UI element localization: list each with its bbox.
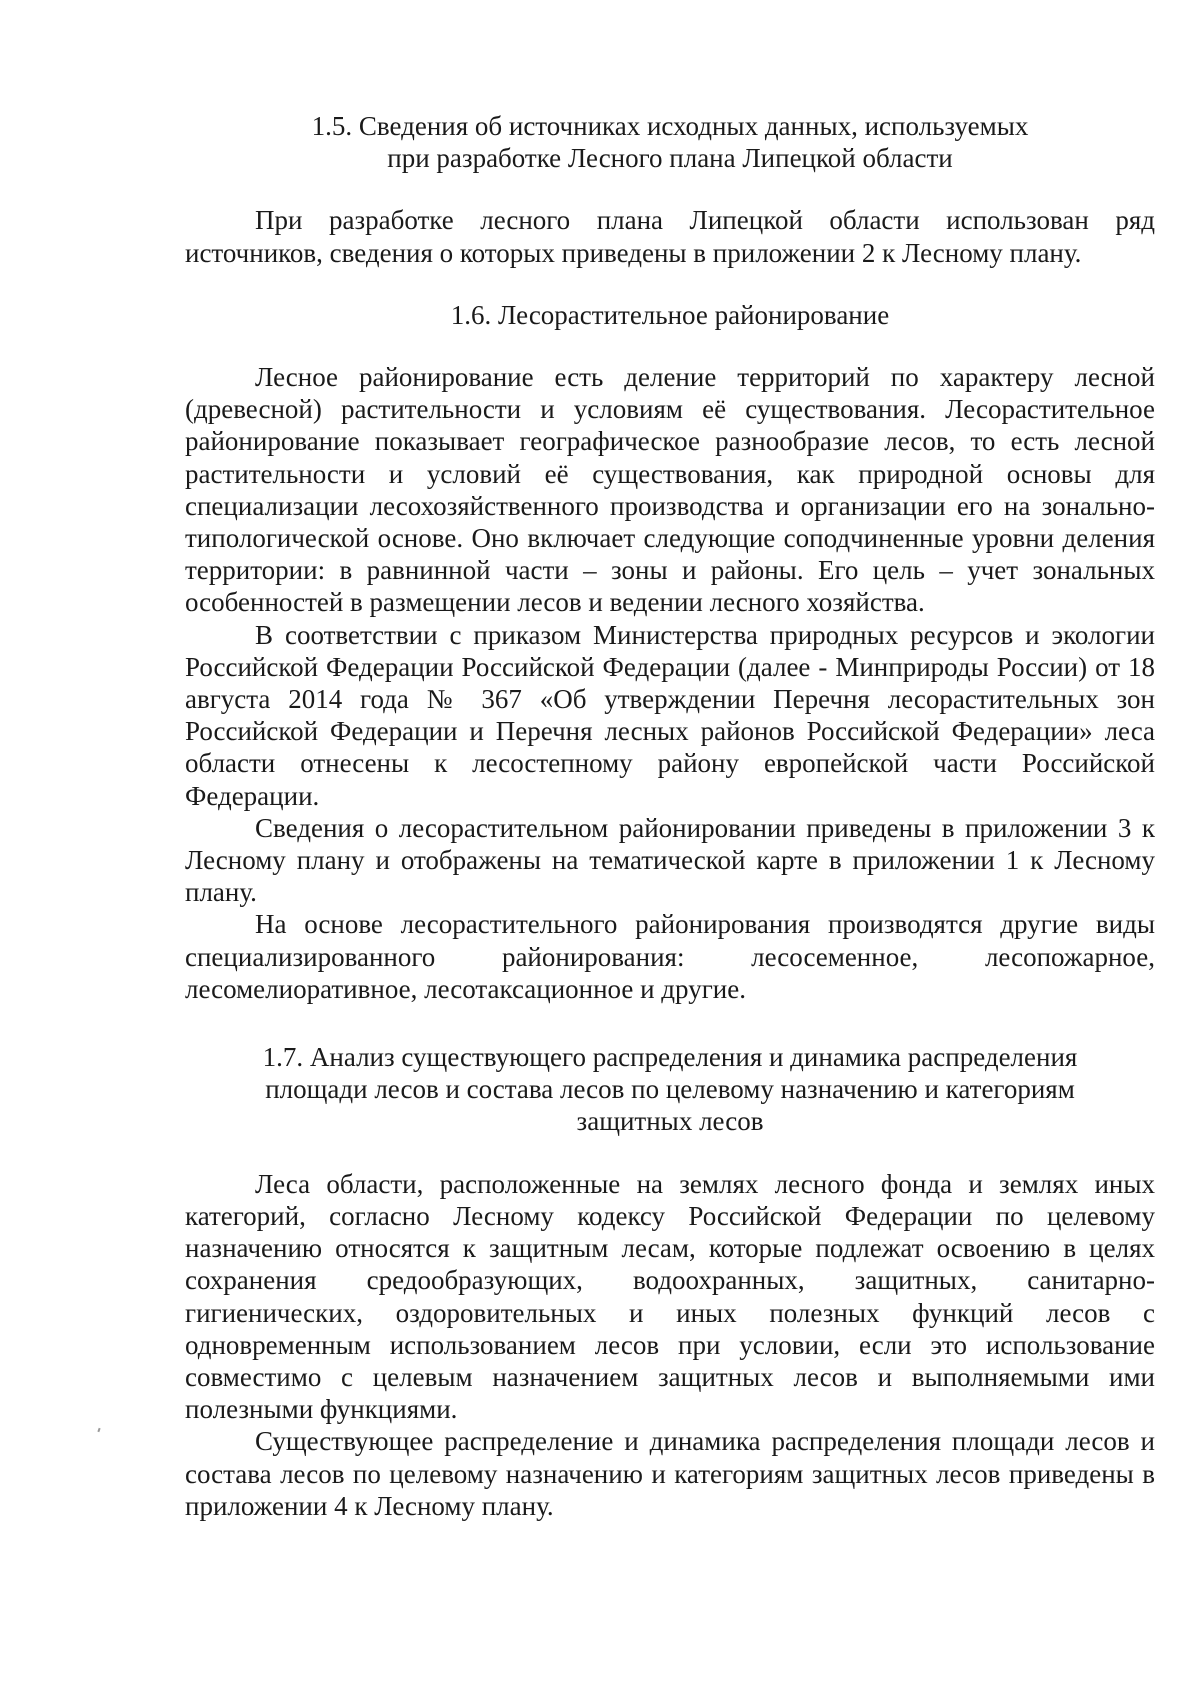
section-1-5-heading-line-2: при разработке Лесного плана Липецкой области bbox=[387, 143, 953, 174]
section-1-7-heading-line-3: защитных лесов bbox=[576, 1106, 764, 1137]
section-1-7-heading bbox=[185, 1041, 1155, 1138]
section-1-5-heading-line-1: 1.5. Сведения об источниках исходных данных, используемых bbox=[311, 111, 1029, 141]
section-1-6-paragraph-3: Сведения о лесорастительном районировании приведены в приложении 3 к Лесному плану и отображены на тематической карте в приложении 1 к Лесному плану. bbox=[185, 812, 1155, 908]
section-1-6-heading-line-1: 1.6. Лесорастительное районирование bbox=[450, 299, 890, 330]
section-1-6-heading bbox=[185, 299, 1155, 331]
section-1-7-paragraph-2: Существующее распределение и динамика распределения площади лесов и состава лесов по целевому назначению и категориям защитных лесов приведены в приложении 4 к Лесному плану. bbox=[185, 1426, 1155, 1521]
section-1-7-paragraph-1: Леса области, расположенные на землях лесного фонда и землях иных категорий, согласно Лесному кодексу Российской Федерации по целевому назначению относятся к защитным лесам, которые подлежат освоению в целях сохранения средообразующих, водоохранных, защитных, санитарно-гигиенических, оздоровительных и иных полезных функций лесов с одновременным использованием лесов при условии, если это использование совместимо с целевым назначением защитных лесов и выполняемыми ими полезными функциями. bbox=[185, 1168, 1155, 1425]
section-1-6-paragraph-1: Лесное районирование есть деление территорий по характеру лесной (древесной) растительности и условиям её существования. Лесорастительное районирование показывает географическое разнообразие лесов, то есть лесной растительности и условий её существования, как природной основы для специализации лесохозяйственного производства и организации его на зонально-типологической основе. Оно включает следующие соподчиненные уровни деления территории: в равнинной части – зоны и районы. Его цель – учет зональных особенностей в размещении лесов и ведении лесного хозяйства. bbox=[185, 362, 1155, 618]
section-1-7-heading-line-1: 1.7. Анализ существующего распределения и динамика распределения bbox=[262, 1042, 1078, 1073]
section-1-5-paragraph-1: При разработке лесного плана Липецкой области использован ряд источников, сведения о которых приведены в приложении 2 к Лесному плану. bbox=[185, 205, 1155, 268]
section-1-7-heading-line-2: площади лесов и состава лесов по целевому назначению и категориям bbox=[265, 1074, 1075, 1105]
section-1-6-paragraph-2: В соответствии с приказом Министерства природных ресурсов и экологии Российской Федерации Российской Федерации (далее - Минприроды России) от 18 августа 2014 года № 367 «Об утверждении Перечня лесорастительных зон Российской Федерации и Перечня лесных районов Российской Федерации» леса области отнесены к лесостепному районy европейской части Российской Федерации. bbox=[185, 619, 1155, 811]
section-1-5-heading bbox=[185, 110, 1155, 174]
scan-speck-mark bbox=[97, 1428, 100, 1432]
document-body bbox=[185, 110, 1155, 1522]
section-1-6-paragraph-4: На основе лесорастительного районирования производятся другие виды специализированного районирования: лесосеменное, лесопожарное, лесомелиоративное, лесотаксационное и другие. bbox=[185, 909, 1155, 1004]
